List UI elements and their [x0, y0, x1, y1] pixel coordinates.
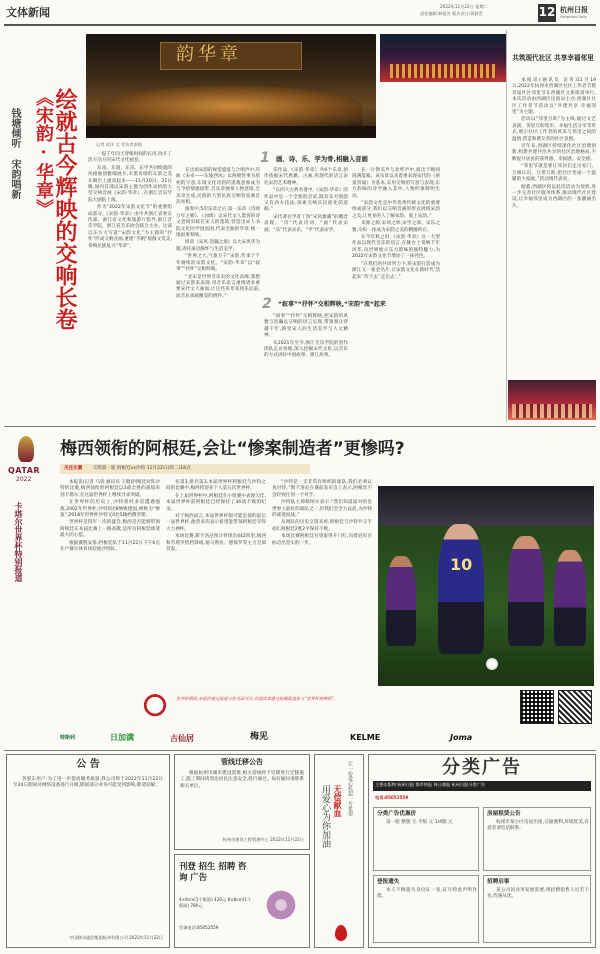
- blood-donation-sub: 让一份爱心托起一片希望: [347, 761, 353, 816]
- worldcup-paragraph: “沙特是一支非常有组织的球队,我们必须认真对待。”斯卡洛尼在赛前发布会上表示,阿根廷不会轻视任何一个对手。: [272, 480, 372, 498]
- lead-paragraph: “在我们的共同努力下,将宋韵打造成为浙江又一张金名片,让宋韵文化在新时代‘活起来’‘传下去’‘走出去’。”: [352, 261, 440, 280]
- worldcup-bottom-strip: [60, 690, 594, 730]
- concert-photo: [380, 34, 506, 82]
- lead-headline-quote: 《宋韵·华章》: [33, 88, 54, 217]
- lead-paragraph: 一提千年向天穿梭时间的长河,吹开了浩方浩方的宋代文化画卷。: [88, 152, 172, 164]
- crowd-background: [378, 486, 594, 526]
- lead-column-3: [264, 168, 348, 235]
- sponsor-4: 梅见: [250, 732, 269, 742]
- blood-drop-icon: [335, 925, 347, 941]
- sponsor-5: KELME: [350, 733, 381, 742]
- page-header: [0, 0, 600, 28]
- subhead-1-number: 1: [260, 150, 270, 166]
- worldcup-logo-year: 2022: [16, 476, 32, 483]
- notice-body: [13, 777, 163, 791]
- blood-donation-ad: [314, 754, 364, 948]
- community-photo-crowd: [512, 404, 592, 418]
- sponsor-3: 古仙居: [170, 733, 194, 743]
- sponsor-1: 特斯利: [60, 735, 76, 741]
- community-paragraph: 近年来,西湖区持续深化社区治理创新,构建共建共治共享的社区治理格局,不断提升居民的获得感、幸福感、安全感。: [512, 144, 596, 162]
- classified-item-text: [377, 820, 477, 827]
- player-number: 10: [450, 555, 473, 574]
- notice-title: 公 告: [76, 759, 100, 770]
- sponsor-6: Joma: [450, 733, 473, 742]
- classified-item-paragraph: 第一版 整版 元 半版 元 1/4版 元: [386, 820, 453, 825]
- lead-paragraph: “宋韵文化是中华优秀传统文化的重要组成部分,我们以交响音画的形式展现宋韵之美,让更多的人了解宋韵、爱上宋韵。”: [352, 201, 440, 219]
- soccer-ball-icon: [486, 658, 498, 670]
- worldcup-paragraph: 根据赛程安排,阿根廷队于11月22日下午6点在卢赛尔体育场迎战沙特队。: [60, 540, 160, 553]
- subhead-2: “叙事”“抒怀”交相辉映,“宋韵”流“起来: [278, 301, 386, 308]
- worldcup-top-rule: [4, 426, 596, 427]
- pipeline-title: 管线迁移公告: [221, 758, 263, 766]
- worldcup-paragraph: 本场比赛,斯卡洛尼预计将排出442阵型,梅西和劳塔罗搭档锋线,迪马利亚、德保罗等主力全部首发。: [166, 534, 266, 553]
- section-name: 文体新闻: [6, 6, 50, 19]
- trophy-icon: [18, 436, 34, 462]
- classified-item-paragraph: 本人不慎遗失身份证一张,证号特此声明作废。: [377, 888, 477, 900]
- classified-item-paragraph: 杭州市某小区房屋出租,交通便利,环境优美,有意者请电话联系。: [487, 820, 589, 832]
- concert-photo-lights: [390, 64, 496, 78]
- worldcup-paragraph: 从两队的历史交锋来看,阿根廷与沙特共交手4次,阿根廷2胜2平保持不败。: [272, 520, 372, 532]
- community-paragraph: “邻里节就是要让邻居们走出家门、互相认识、互帮互助,把社区变成一个温暖的大家庭。”活动现代表说。: [512, 164, 596, 183]
- player-opponent-3: [554, 550, 586, 646]
- page-number: 12: [538, 4, 556, 22]
- worldcup-focus-text: C组第一轮 阿根廷vs沙特 11月22日(周二)18点: [94, 465, 191, 471]
- community-photo: [508, 380, 596, 420]
- lead-paragraph: “北宋是世界音乐史的文化高峰,我想通过宋韵来表现,用音乐语言重现诸多重要宋代文人画面,让这些乐章来到乐坛前,而音乐承载精美的情怀。”: [176, 274, 260, 299]
- paper-name: 杭州日报: [560, 5, 588, 14]
- classified-item-text: [487, 888, 589, 902]
- community-paragraph: 据悉,西湖区将以此次活动为契机,进一步完善社区服务体系,推动现代社区建设,让幸福邻里成为西湖区的一张靓丽名片。: [512, 184, 596, 209]
- classified-phone: 电话:85052559: [375, 795, 409, 800]
- sponsor-2: 日加满: [110, 733, 134, 742]
- worldcup-paragraph: 在上届世界杯中,阿根廷在小组赛中表现欠佳,本届世界杯前阿根廷已经保持了36场不败的纪录。: [166, 493, 266, 512]
- lead-paragraph: 演奏中,5次乐章之后,第一乐章《诗颂万年之朝》、《词颂》以宋代文人墨客的诗文意境串联在宋人的墨境,营造出宋人书院文化的学园氛围,代表全曲的华章,统一地叙事奏响。: [176, 207, 260, 239]
- lead-paragraph: “在四大古典名著中,《宋韵·华章》的作品中是一个全新的尝试,既有东方情韵又有西方技法,探索交响乐民族化的道路。”: [264, 188, 348, 213]
- subhead-1: 画、诗、乐、学为骨,相融入音画: [276, 155, 368, 163]
- lead-paragraph: “世界之大,气象万千”宋韵,传承于千年赓续的宋韵文化。“宋韵·华章”以“叙事”“抒怀”交相辉映。: [176, 254, 260, 273]
- lead-paragraph: 乐作品,《宋韵·华章》共6个乐章,创作依据宋代典籍、古画,用现代的语言表达宋韵艺术精神。: [264, 168, 348, 186]
- lead-paragraph: 来源之源,宋词之妙,宋学之深、宋乐之雅,交织一体成为宋韵之美的精髓所在。: [352, 221, 440, 233]
- classified-title: 分类广告: [442, 757, 522, 778]
- lead-paragraph: “叙事”“抒怀”交相辉映,把宋韵的风雅与浩瀚以交响的语言呈现,带领观众穿越千年,感受宋人的生活美学与人文精神。: [264, 314, 348, 339]
- pipeline-paragraph: 根据杭州市城市建设需要,相关管线将于近期进行迁移施工,施工期间请周边居民注意安全,绕行通过。如有疑问请联系相关单位。: [180, 771, 304, 789]
- notice-ad: [6, 754, 170, 948]
- worldcup-focus-bar: [60, 464, 310, 474]
- classified-item-title: 招聘启事: [487, 879, 510, 885]
- recruit-ad: [174, 854, 310, 948]
- worldcup-focus-label: 关注比赛: [64, 465, 83, 471]
- classified-item: [483, 807, 591, 871]
- header-rule: [4, 24, 596, 26]
- worldcup-headline: 梅西领衔的阿根廷,会让“惨案制造者”更惨吗?: [60, 439, 405, 459]
- community-column: [512, 78, 596, 211]
- lead-paragraph: 东南、东润、东乐、东学共同绘就的风格独创雅嗓展开,水墨青绿的东韵之美在舞台上流动起来——11月20日、21日晚,国内首部以宋韵主题为创作动机的大型交响音画《宋韵·华章》,在浙江音乐学院大剧院上演。: [88, 165, 172, 203]
- classified-item-paragraph: 某公司因业务发展需要,现招聘销售人员若干名,待遇从优。: [487, 888, 589, 900]
- lead-headline-main: 绘就古今辉映的交响长卷: [52, 88, 78, 330]
- lead-paragraph: 终章《宋风·浩瀚之境》以大宋风华为题,寄托豪迈胸怀与生活美学。: [176, 240, 260, 252]
- worldcup-column-2: [166, 480, 266, 554]
- lead-side-title: 钱塘倾听 宋韵唱新: [9, 108, 20, 199]
- sponsor-bar: [60, 732, 594, 746]
- soccer-photo: [378, 486, 594, 686]
- worldcup-paragraph: 本场比赛阿根廷有望取得开门红,向着冠军目标迈出坚实的一步。: [272, 534, 372, 546]
- classified-item: [373, 875, 479, 943]
- classified-item-title: 分类广告优惠价: [377, 811, 417, 817]
- lead-paragraph: 在一片赞美声与欢呼声中,演出于晚间圆满落幕。该乐章以来着重表现宋代的《蒙童背诵》为基本,采用交响的写意与表现,东方韵味的诗学融入其中,人物形象鲜明生动。: [352, 168, 440, 199]
- flower-icon: [261, 885, 301, 925]
- worldcup-logo: [6, 434, 46, 494]
- subhead-2-number: 2: [262, 296, 272, 312]
- pipeline-ad: [174, 754, 310, 850]
- worldcup-paragraph: 沙特队主帅勒纳尔表示:“我们知道面对的是世界上最好的球队之一,但我们会全力以赴,为沙特的球迷而战。”: [272, 500, 372, 519]
- notice-paragraph: 各股东用户:为了进一步提高服务质量,我公司将于2022年11月22日至24日期间对网络设备进行升级,期间部分业务可能受到影响,敬请谅解。: [13, 777, 163, 789]
- recruit-phone: 咨询电话:85052559: [179, 925, 219, 930]
- lead-paragraph: 从2021年至今,浙江音乐学院的创作团队走访各地,深入挖掘宋代文化,以音乐的方式讲好中国故事、浙江故事。: [264, 340, 348, 359]
- lead-column-3b: [264, 314, 348, 361]
- qr-code-2: [558, 690, 592, 724]
- lead-paragraph: 作为“2022年宋韵文化节”的重要组成部分,《宋韵·华章》由中共浙江省委宣传部、浙江省文化和旅游厅指导,浙江音乐学院、浙江省音乐协会联合主办。这部以东方大写意“宋韵文化”为主题的“抒怀”形成交响音画,重建“手帆”般散文赏美,奏响民族复兴“华章”。: [88, 205, 172, 249]
- worldcup-paragraph: 在世界杯的历史上,沙特曾经多次遭遇强敌,2002年世界杯,沙特0比8惨败德国,被称为“惨案”,2018年世界杯沙特又0比5输给俄罗斯。: [60, 500, 160, 519]
- worldcup-paragraph: 本报讯(记者 马骁 通讯员 王健)阿根廷对阵沙特的比赛,梅西领衔的阿根廷以3战全胜的战绩来到卡塔尔,在这届世界杯上继续寻求突破。: [60, 480, 160, 498]
- lead-column-1: [88, 152, 172, 251]
- community-paragraph: 本报讯(通讯员 吴青)11月19日,2022年杭州市西湖区社区工作者节暨首届社区邻里节在西湖区文新街道举行,本次活动由西湖区民政局主办,西湖区社区工作者节活动以“共建共享 幸福邻里”为主题。: [512, 78, 596, 116]
- classified-item-title: 登报遗失: [377, 879, 400, 885]
- worldcup-paragraph: 名第3,排名第3,本届世界杯阿根廷与沙特之间的比赛中,梅西将迎来个人第五次世界杯。: [166, 480, 266, 492]
- classified-ad: [368, 754, 596, 948]
- player-opponent-2: [386, 556, 416, 646]
- stage-orchestra: [100, 86, 362, 126]
- pipeline-body: [180, 771, 304, 791]
- paper-name-en: Hangzhou Daily: [560, 15, 587, 19]
- worldcup-mascot-icon: [140, 690, 170, 728]
- worldcup-logo-text: QATAR: [8, 466, 41, 475]
- lead-right-divider: [506, 30, 507, 422]
- recruit-title: 刊登 招生 招聘 咨询 广告: [179, 861, 247, 882]
- date-line: 2022年11月22日 星期二: [440, 4, 488, 9]
- lead-column-2: [176, 168, 260, 301]
- photo-caption: 记者 苏洋 文 受访者供图: [96, 142, 142, 147]
- worldcup-side-title: 卡塔尔世界杯特别报道: [14, 502, 24, 582]
- blood-donation-title: 无偿献血: [333, 785, 343, 817]
- recruit-body: 4×8cm(1个版面) 420元 8×8cm(1个版面) 780元: [179, 897, 252, 908]
- classified-item-text: [487, 820, 589, 834]
- editor-line: 责任编辑:韩旭芳 版式设计:蒋碧青: [420, 11, 483, 16]
- lead-column-4: [352, 168, 440, 282]
- qr-code-1: [520, 690, 554, 724]
- classified-item: [373, 807, 479, 871]
- stage-floor: [86, 126, 376, 138]
- classified-item-title: 房屋租赁公告: [487, 811, 521, 817]
- community-paragraph: 活动以“邻里互助”为主线,通过文艺表演、邻里互助集市、幸福生活分享等形式,展示社区工作者的风采与邻里之间的温情,营造和谐友善的社区氛围。: [512, 117, 596, 142]
- notice-footer: 中国移动通信集团杭州有限公司 2022年11月22日: [69, 935, 163, 940]
- worldcup-column-3: [272, 480, 372, 548]
- player-opponent-1: [508, 536, 544, 646]
- blood-donation-slogan: 用爱心为你加油: [320, 785, 330, 848]
- worldcup-paragraph: 对于梅西而言,本届世界杯很可能是他的最后一届世界杯,他曾多次表示希望能带领阿根廷夺得大力神杯。: [166, 514, 266, 532]
- classified-item-text: [377, 888, 477, 902]
- community-title: 共筑现代社区 共享幸福邻里: [512, 54, 594, 62]
- pipeline-footer: 杭州市建设工程管理中心 2022年11月22日: [222, 837, 304, 842]
- stage-backdrop-text: 韵华章: [176, 44, 242, 65]
- lead-paragraph: 在今年秋之时,《宋韵·华章》这一大型作品以现代音乐的语言,在舞台上奏响千年风华,向世界展示东方韵味的独特魅力,为2022年宋韵文化节增添了一抹亮色。: [352, 235, 440, 260]
- classified-item: [483, 875, 591, 943]
- worldcup-paragraph: 世界杯是四年一次的盛会,梅西是否能够带领阿根廷在本届比赛上一路高歌,是所有阿根廷球迷最大的心愿。: [60, 520, 160, 539]
- ads-top-rule: [4, 750, 596, 751]
- player-messi: [438, 524, 484, 654]
- classified-sub: 主要出版物:杭州日报 都市快报 每日商报 杭州日报分类广告: [375, 782, 486, 787]
- worldcup-column-1: [60, 480, 160, 554]
- lead-paragraph: 在这场宋韵的视觉盛宴与合唱声中,序曲《宋卓——东坡西风》以两朝管事为原初的写意,东坡文化诗韵的遥逸意象成为与今的情感纽带,首乐章独奏人物意境,全乐章生成,民族的大型民族交响管弦曲首次亮相。: [176, 168, 260, 206]
- worldcup-bottom-line: 世界杯期间,本报将通过报道与你全面关注,欢迎读者通过投稿渠道参与“世界杯观赛团”。: [176, 696, 338, 701]
- lead-paragraph: 宋代著名学者丁汤“宋风雅趣”的概念表现。“诗”代表诗词、“画”代表宋画、“乐”代表宋乐、“学”代表宋学。: [264, 214, 348, 233]
- stage-photo: [86, 34, 376, 138]
